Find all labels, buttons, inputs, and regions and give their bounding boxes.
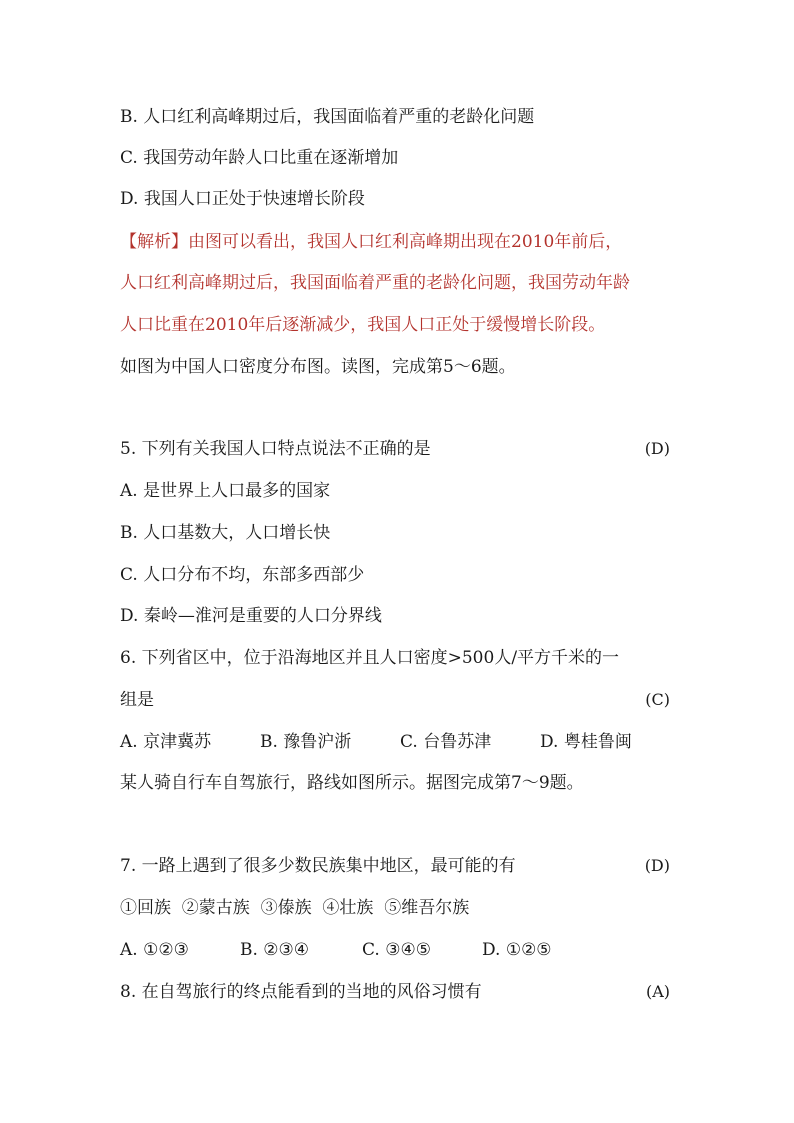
intro-questions-7-9: 某人骑自行车自驾旅行，路线如图所示。据图完成第7～9题。 xyxy=(120,773,584,793)
q7-option-d: D. ①②⑤ xyxy=(482,940,552,960)
q7-items: ①回族 ②蒙古族 ③傣族 ④壮族 ⑤维吾尔族 xyxy=(120,898,470,918)
q4-option-b: B. 人口红利高峰期过后，我国面临着严重的老龄化问题 xyxy=(120,107,535,127)
q4-analysis-line2: 人口红利高峰期过后，我国面临着严重的老龄化问题，我国劳动年龄 xyxy=(120,273,630,293)
intro-questions-5-6: 如图为中国人口密度分布图。读图，完成第5～6题。 xyxy=(120,357,516,377)
q4-analysis-line1 xyxy=(120,230,622,254)
q8-answer: (A) xyxy=(645,982,670,1001)
q7-option-b: B. ②③④ xyxy=(240,940,310,960)
q6-stem-line2: 组是 xyxy=(120,690,154,710)
q7-options xyxy=(120,938,552,962)
analysis-tag: 【解析】 xyxy=(120,232,188,252)
q7-option-a: A. ①②③ xyxy=(120,940,189,960)
q5-option-a: A. 是世界上人口最多的国家 xyxy=(120,481,331,501)
q6-option-c: C. 台鲁苏津 xyxy=(400,732,492,752)
q4-analysis-line3: 人口比重在2010年后逐渐减少，我国人口正处于缓慢增长阶段。 xyxy=(120,315,606,335)
q4-option-c: C. 我国劳动年龄人口比重在逐渐增加 xyxy=(120,148,399,168)
q7-option-c: C. ③④⑤ xyxy=(362,940,431,960)
q5-option-c: C. 人口分布不均，东部多西部少 xyxy=(120,565,365,585)
q5-option-b: B. 人口基数大，人口增长快 xyxy=(120,523,331,543)
q6-option-b: B. 豫鲁沪浙 xyxy=(260,732,352,752)
q5-answer: (D) xyxy=(644,439,670,458)
q6-option-a: A. 京津冀苏 xyxy=(120,732,212,752)
q5-option-d: D. 秦岭—淮河是重要的人口分界线 xyxy=(120,606,382,626)
q8-stem: 8. 在自驾旅行的终点能看到的当地的风俗习惯有 xyxy=(120,982,482,1002)
q6-option-d: D. 粤桂鲁闽 xyxy=(540,732,632,752)
q5-stem: 5. 下列有关我国人口特点说法不正确的是 xyxy=(120,439,431,459)
q7-answer: (D) xyxy=(644,856,670,875)
q6-options xyxy=(120,730,632,754)
q6-answer: (C) xyxy=(645,690,670,709)
q4-option-d: D. 我国人口正处于快速增长阶段 xyxy=(120,189,365,209)
q6-stem-line1: 6. 下列省区中，位于沿海地区并且人口密度>500人/平方千米的一 xyxy=(120,648,620,668)
analysis-text-1: 由图可以看出，我国人口红利高峰期出现在2010年前后， xyxy=(188,232,623,252)
q7-stem: 7. 一路上遇到了很多少数民族集中地区，最可能的有 xyxy=(120,856,516,876)
